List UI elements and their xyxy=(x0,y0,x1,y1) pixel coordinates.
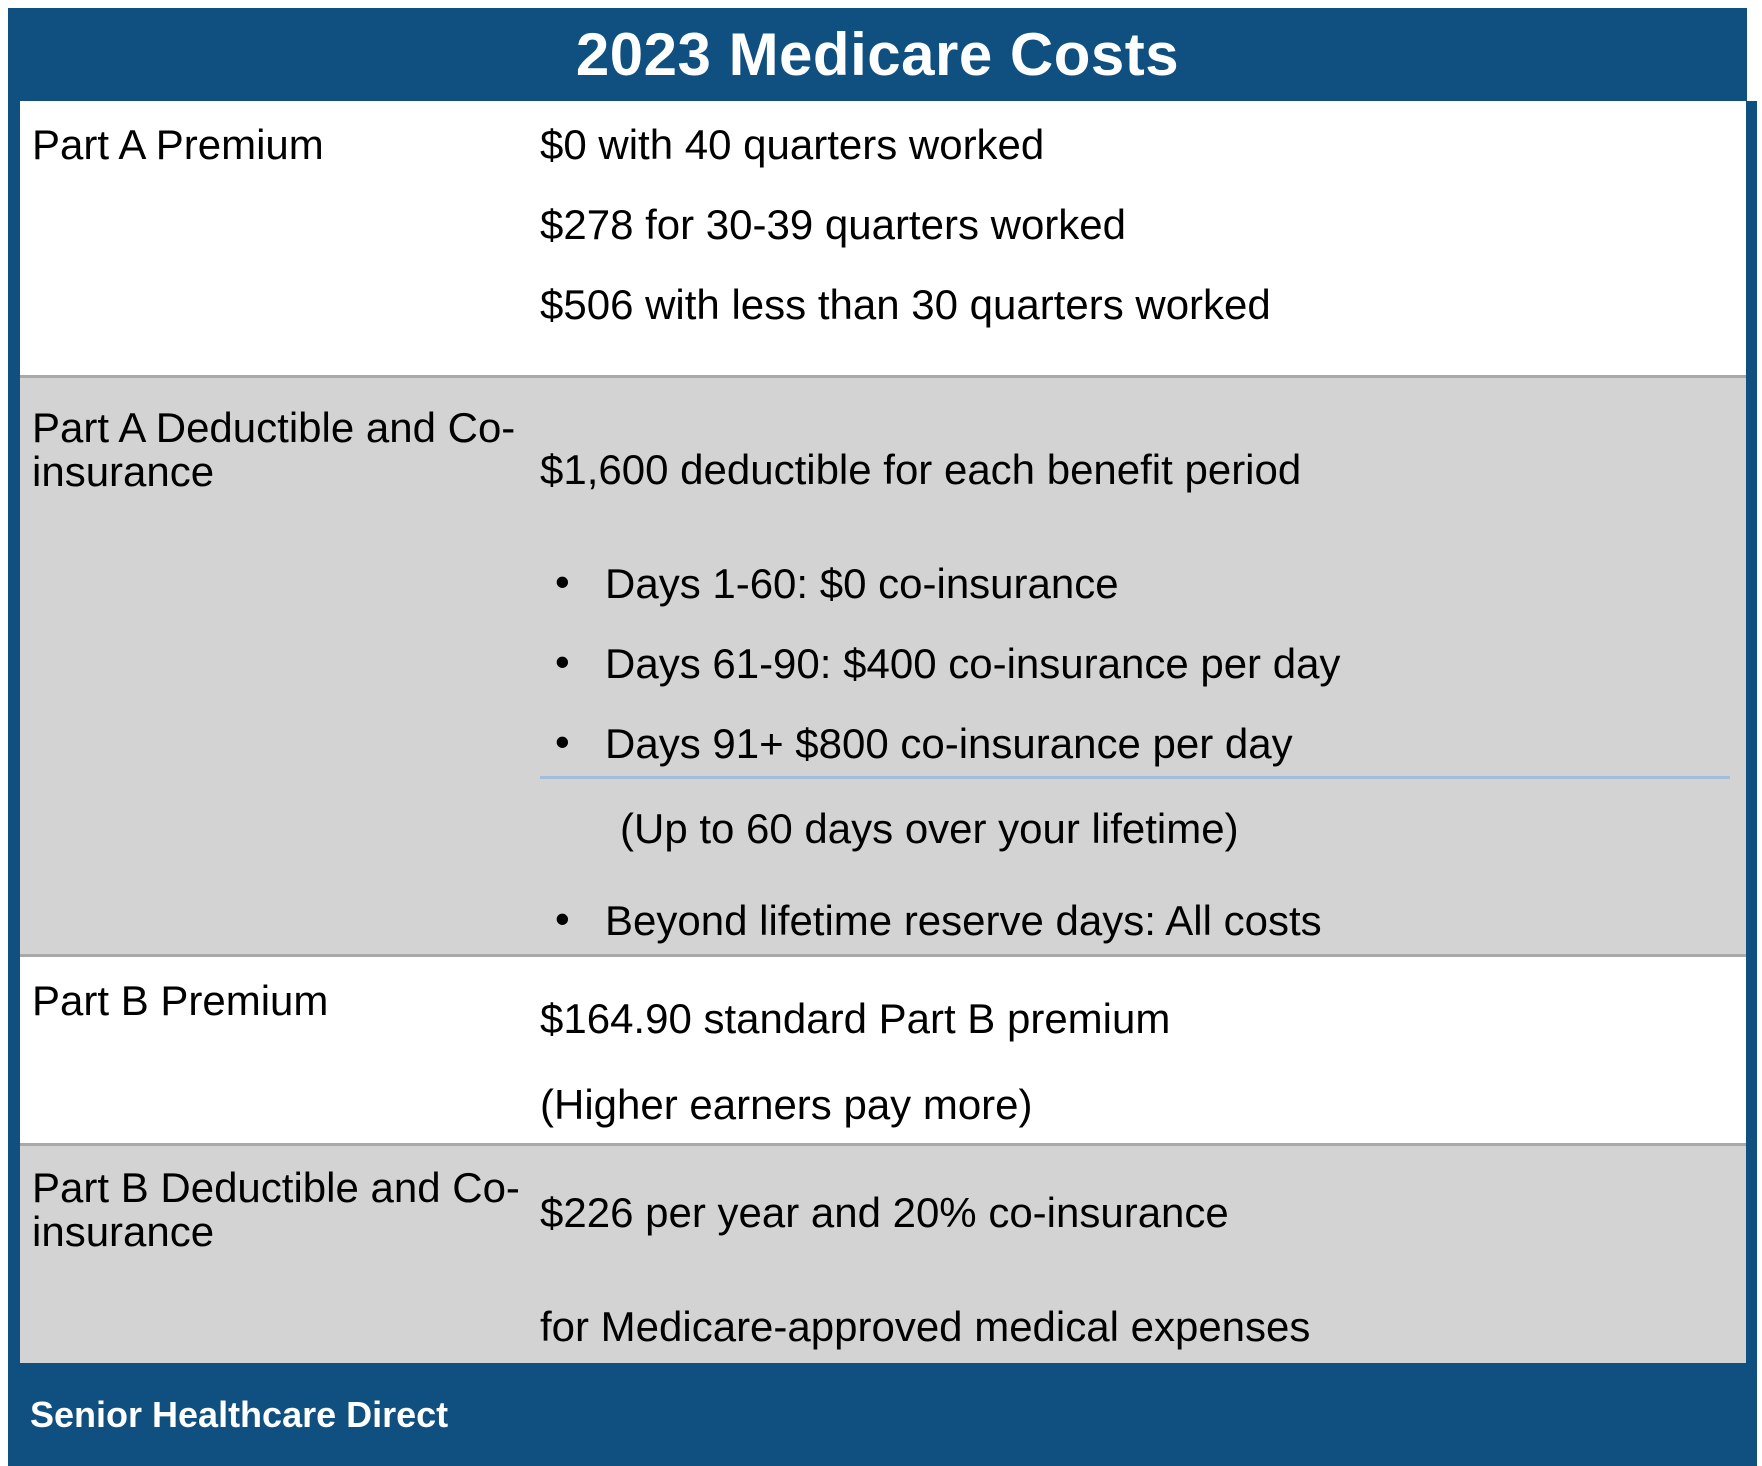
value-line: $1,600 deductible for each benefit period xyxy=(540,446,1302,493)
row-content xyxy=(530,101,1746,375)
bullet-text: Days 91+ $800 co-insurance per day xyxy=(605,720,1293,768)
value-line: $164.90 standard Part B premium xyxy=(540,995,1171,1042)
bullet-text: Beyond lifetime reserve days: All costs xyxy=(605,897,1322,945)
coinsurance-bullet-list xyxy=(540,558,1730,768)
lifetime-divider-line xyxy=(540,776,1730,779)
table-row-part-a-deductible xyxy=(20,375,1746,954)
bullet-icon: • xyxy=(555,718,570,766)
value-line: (Higher earners pay more) xyxy=(540,1081,1033,1129)
bullet-item xyxy=(540,638,1730,688)
value-line: $506 with less than 30 quarters worked xyxy=(540,281,1271,329)
value-line: $226 per year and 20% co-insurance xyxy=(540,1189,1229,1236)
bullet-text: Days 1-60: $0 co-insurance xyxy=(605,560,1119,608)
header-band xyxy=(8,8,1747,101)
table-row-part-b-deductible xyxy=(20,1143,1746,1363)
bullet-text: Days 61-90: $400 co-insurance per day xyxy=(605,640,1341,688)
value-line: for Medicare-approved medical expenses xyxy=(540,1303,1311,1351)
row-content xyxy=(530,1146,1746,1363)
footer-brand: Senior Healthcare Direct xyxy=(30,1393,449,1435)
table-row-part-a-premium xyxy=(20,101,1746,375)
footer-band xyxy=(8,1363,1757,1466)
coinsurance-bullet-list xyxy=(540,895,1730,945)
cost-table xyxy=(8,101,1757,1363)
row-label: Part A Deductible and Co-insurance xyxy=(32,404,516,496)
row-label: Part A Premium xyxy=(32,121,324,168)
value-line: $0 with 40 quarters worked xyxy=(540,121,1045,168)
value-line: $278 for 30-39 quarters worked xyxy=(540,201,1127,249)
bullet-item xyxy=(540,718,1730,768)
table-row-part-b-premium xyxy=(20,954,1746,1143)
row-content xyxy=(530,957,1746,1143)
bullet-icon: • xyxy=(555,895,570,943)
bullet-item xyxy=(540,558,1730,608)
bullet-item xyxy=(540,895,1730,945)
bullet-icon: • xyxy=(555,638,570,686)
row-content xyxy=(530,378,1746,954)
lifetime-note: (Up to 60 days over your lifetime) xyxy=(620,805,1239,853)
page-title: 2023 Medicare Costs xyxy=(575,21,1180,88)
row-label: Part B Premium xyxy=(32,977,329,1024)
bullet-icon: • xyxy=(555,558,570,606)
row-label: Part B Deductible and Co-insurance xyxy=(32,1164,520,1256)
